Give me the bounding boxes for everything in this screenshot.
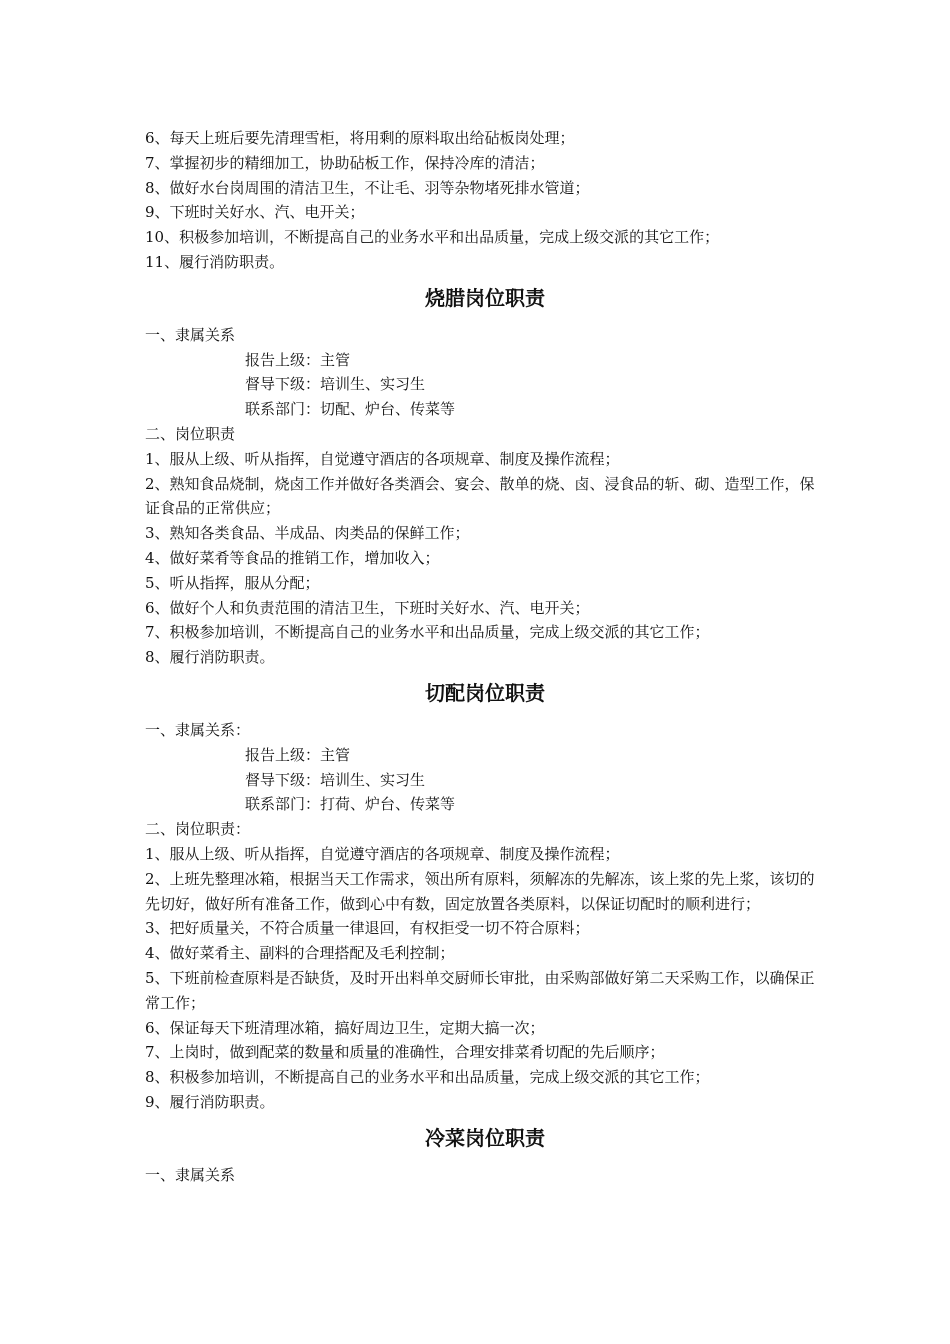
duty-item: 11、履行消防职责。 [145, 252, 285, 271]
report-to: 报告上级：主管 [245, 350, 351, 369]
duty-item: 10、积极参加培训，不断提高自己的业务水平和出品质量，完成上级交派的其它工作； [145, 228, 720, 247]
relation-heading: 一、隶属关系： [145, 720, 251, 739]
duty-item: 6、每天上班后要先清理雪柜，将用剩的原料取出给砧板岗处理； [145, 129, 575, 147]
section-title: 烧腊岗位职责 [425, 285, 545, 310]
duty-item: 3、熟知各类食品、半成品、肉类品的保鲜工作； [145, 524, 470, 543]
duty-item: 8、履行消防职责。 [145, 648, 275, 667]
contact-departments: 联系部门：切配、炉台、传菜等 [245, 400, 456, 419]
duty-item: 6、做好个人和负责范围的清洁卫生，下班时关好水、汽、电开关； [145, 598, 590, 617]
section-intro [145, 126, 825, 275]
duty-item: 7、积极参加培训，不断提高自己的业务水平和出品质量，完成上级交派的其它工作； [145, 623, 710, 642]
duty-item: 8、积极参加培训，不断提高自己的业务水平和出品质量，完成上级交派的其它工作； [145, 1068, 710, 1087]
duty-item: 6、保证每天下班清理冰箱，搞好周边卫生，定期大搞一次； [145, 1018, 545, 1037]
duty-item: 8、做好水台岗周围的清洁卫生，不让毛、羽等杂物堵死排水管道； [145, 178, 590, 197]
section-qiepei [145, 680, 825, 1115]
section-title: 切配岗位职责 [425, 680, 545, 705]
duty-item: 3、把好质量关，不符合质量一律退回，有权拒受一切不符合原料； [145, 919, 590, 938]
duty-item: 9、履行消防职责。 [145, 1092, 275, 1111]
duty-item: 5、听从指挥，服从分配； [145, 573, 320, 592]
duty-item: 7、上岗时，做到配菜的数量和质量的准确性，合理安排菜肴切配的先后顺序； [145, 1043, 665, 1062]
relation-heading: 一、隶属关系 [145, 325, 236, 344]
section-lengcai [145, 1125, 825, 1188]
relation-heading: 一、隶属关系 [145, 1165, 236, 1184]
contact-departments: 联系部门：打荷、炉台、传菜等 [245, 795, 456, 814]
duty-item: 5、下班前检查原料是否缺货，及时开出料单交厨师长审批，由采购部做好第二天采购工作，以确保正常工作； [145, 968, 815, 1012]
duty-item: 2、上班先整理冰箱，根据当天工作需求，领出所有原料，须解冻的先解冻，该上浆的先上浆，该切的先切好，做好所有准备工作，做到心中有数，固定放置各类原料，以保证切配时的顺利进行； [145, 869, 815, 913]
duty-item: 4、做好菜肴等食品的推销工作，增加收入； [145, 548, 440, 567]
duty-item: 4、做好菜肴主、副料的合理搭配及毛利控制； [145, 944, 455, 963]
duty-item: 7、掌握初步的精细加工，协助砧板工作，保持冷库的清洁； [145, 153, 545, 172]
report-to: 报告上级：主管 [245, 745, 351, 764]
section-shaola [145, 285, 825, 670]
duty-item: 2、熟知食品烧制，烧卤工作并做好各类酒会、宴会、散单的烧、卤、浸食品的斩、砌、造型工作，保证食品的正常供应； [145, 474, 815, 518]
supervise: 督导下级：培训生、实习生 [245, 770, 426, 789]
duty-item: 1、服从上级、听从指挥，自觉遵守酒店的各项规章、制度及操作流程； [145, 844, 620, 863]
duty-item: 1、服从上级、听从指挥，自觉遵守酒店的各项规章、制度及操作流程； [145, 449, 620, 468]
section-title: 冷菜岗位职责 [425, 1125, 545, 1150]
document-body [145, 126, 825, 1187]
duty-heading: 二、岗位职责： [145, 820, 251, 839]
supervise: 督导下级：培训生、实习生 [245, 375, 426, 394]
duty-item: 9、下班时关好水、汽、电开关； [145, 203, 365, 222]
duty-heading: 二、岗位职责 [145, 424, 236, 443]
